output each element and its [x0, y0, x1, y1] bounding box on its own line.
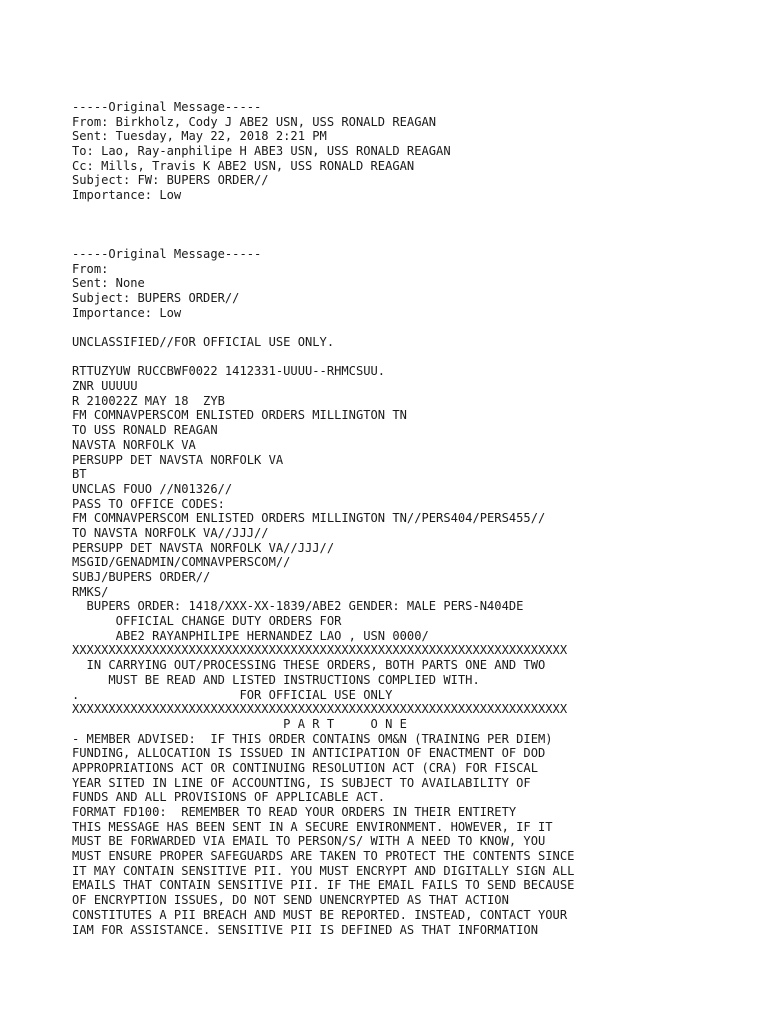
text-line: R 210022Z MAY 18 ZYB — [72, 393, 225, 408]
text-line: FORMAT FD100: REMEMBER TO READ YOUR ORDERS IN THEIR ENTIRETY — [72, 805, 517, 819]
text-line: BT — [72, 467, 87, 482]
text-line: Importance: Low — [72, 188, 182, 203]
text-line: EMAILS THAT CONTAIN SENSITIVE PII. IF THE EMAIL FAILS TO SEND BECAUSE — [72, 878, 575, 893]
text-line: FM COMNAVPERSCOM ENLISTED ORDERS MILLINGTON TN//PERS404/PERS455// — [72, 511, 546, 526]
text-line: Subject: BUPERS ORDER// — [72, 290, 240, 305]
text-line: APPROPRIATIONS ACT OR CONTINUING RESOLUTION ACT (CRA) FOR FISCAL — [72, 760, 538, 775]
text-line: UNCLAS FOUO //N01326// — [72, 481, 233, 496]
message-body — [72, 100, 732, 937]
text-line: MUST BE FORWARDED VIA EMAIL TO PERSON/S/ WITH A NEED TO KNOW, YOU — [72, 834, 546, 849]
text-line: PERSUPP DET NAVSTA NORFOLK VA — [72, 452, 284, 467]
text-line: TO NAVSTA NORFOLK VA//JJJ// — [72, 525, 269, 540]
text-line: ABE2 RAYANPHILIPE HERNANDEZ LAO , USN 0000/ — [72, 628, 429, 643]
text-line: NAVSTA NORFOLK VA — [72, 437, 196, 452]
blank-line — [72, 218, 732, 233]
blank-line — [72, 350, 732, 365]
text-line: IT MAY CONTAIN SENSITIVE PII. YOU MUST ENCRYPT AND DIGITALLY SIGN ALL — [72, 863, 575, 878]
text-line: From: Birkholz, Cody J ABE2 USN, USS RONALD REAGAN — [72, 114, 437, 129]
text-line: From: — [72, 261, 109, 276]
text-line: TO USS RONALD REAGAN — [72, 423, 218, 438]
text-line: FUNDING, ALLOCATION IS ISSUED IN ANTICIPATION OF ENACTMENT OF DOD — [72, 746, 546, 761]
text-line: XXXXXXXXXXXXXXXXXXXXXXXXXXXXXXXXXXXXXXXXXXXXXXXXXXXXXXXXXXXXXXXXXXXX — [72, 702, 568, 717]
text-line: To: Lao, Ray-anphilipe H ABE3 USN, USS RONALD REAGAN — [72, 144, 451, 159]
text-line: ZNR UUUUU — [72, 379, 138, 394]
text-line: OFFICIAL CHANGE DUTY ORDERS FOR — [72, 614, 342, 629]
text-line: IN CARRYING OUT/PROCESSING THESE ORDERS, BOTH PARTS ONE AND TWO — [72, 658, 546, 673]
text-line: FM COMNAVPERSCOM ENLISTED ORDERS MILLINGTON TN — [72, 408, 407, 423]
text-line: CONSTITUTES A PII BREACH AND MUST BE REPORTED. INSTEAD, CONTACT YOUR — [72, 907, 568, 922]
text-line: MSGID/GENADMIN/COMNAVPERSCOM// — [72, 555, 291, 570]
text-line: Subject: FW: BUPERS ORDER// — [72, 173, 269, 188]
text-line: Importance: Low — [72, 305, 182, 320]
blank-line — [72, 203, 732, 218]
text-line: . FOR OFFICIAL USE ONLY — [72, 687, 393, 702]
text-line: Sent: Tuesday, May 22, 2018 2:21 PM — [72, 129, 327, 144]
text-line: - MEMBER ADVISED: IF THIS ORDER CONTAINS OM&N (TRAINING PER DIEM) — [72, 731, 553, 746]
text-line: UNCLASSIFIED//FOR OFFICIAL USE ONLY. — [72, 335, 335, 349]
text-line: THIS MESSAGE HAS BEEN SENT IN A SECURE ENVIRONMENT. HOWEVER, IF IT — [72, 819, 553, 834]
text-line: -----Original Message----- — [72, 100, 262, 114]
text-line: FUNDS AND ALL PROVISIONS OF APPLICABLE ACT. — [72, 790, 386, 805]
text-line: RMKS/ — [72, 584, 109, 599]
text-line: PASS TO OFFICE CODES: — [72, 496, 225, 511]
blank-line — [72, 320, 732, 335]
text-line: PERSUPP DET NAVSTA NORFOLK VA//JJJ// — [72, 540, 335, 555]
text-line: -----Original Message----- — [72, 246, 262, 261]
text-line: Sent: None — [72, 276, 145, 291]
text-line: YEAR SITED IN LINE OF ACCOUNTING, IS SUBJECT TO AVAILABILITY OF — [72, 775, 531, 790]
text-line: IAM FOR ASSISTANCE. SENSITIVE PII IS DEFINED AS THAT INFORMATION — [72, 922, 538, 937]
text-line: BUPERS ORDER: 1418/XXX-XX-1839/ABE2 GENDER: MALE PERS-N404DE — [72, 599, 524, 614]
blank-line — [72, 232, 732, 247]
text-line: Cc: Mills, Travis K ABE2 USN, USS RONALD REAGAN — [72, 158, 415, 173]
text-line: MUST ENSURE PROPER SAFEGUARDS ARE TAKEN TO PROTECT THE CONTENTS SINCE — [72, 849, 575, 864]
text-line: XXXXXXXXXXXXXXXXXXXXXXXXXXXXXXXXXXXXXXXXXXXXXXXXXXXXXXXXXXXXXXXXXXXX — [72, 643, 568, 658]
text-line: SUBJ/BUPERS ORDER// — [72, 570, 211, 584]
text-line: RTTUZYUW RUCCBWF0022 1412331-UUUU--RHMCSUU. — [72, 364, 386, 379]
text-line: OF ENCRYPTION ISSUES, DO NOT SEND UNENCRYPTED AS THAT ACTION — [72, 893, 509, 908]
text-line: MUST BE READ AND LISTED INSTRUCTIONS COMPLIED WITH. — [72, 672, 480, 687]
text-line: P A R T O N E — [72, 716, 407, 731]
